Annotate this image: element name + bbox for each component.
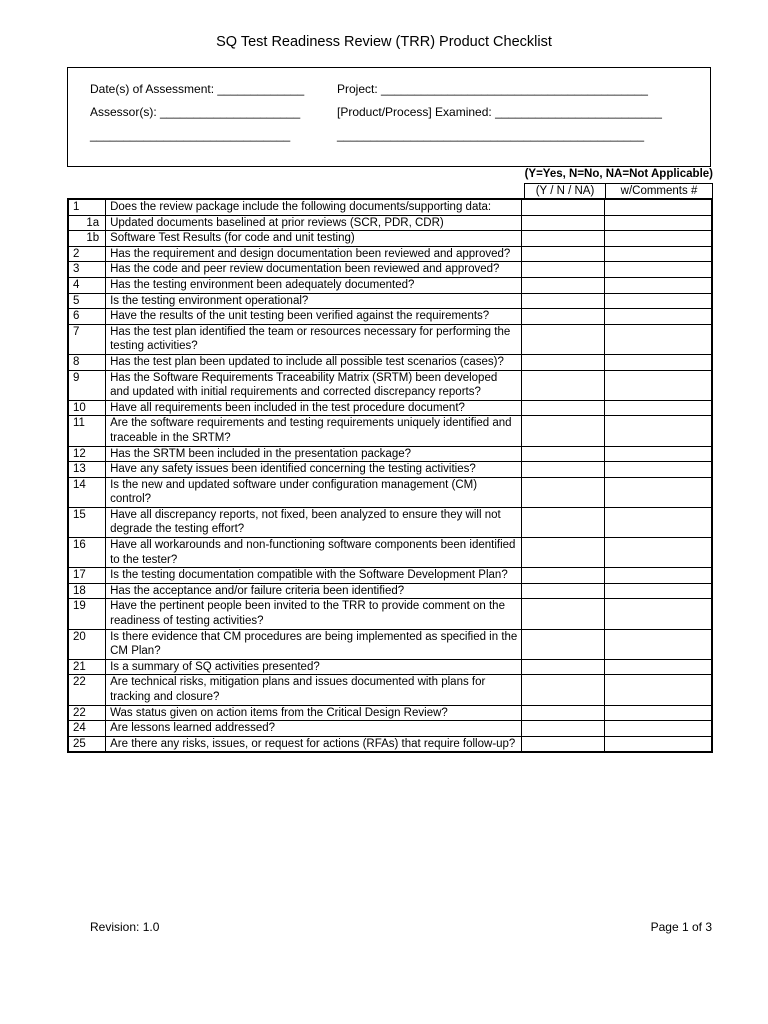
row-number: 19 (68, 599, 106, 629)
table-row (68, 324, 712, 354)
row-question: Have the results of the unit testing been verified against the requirements? (106, 309, 522, 325)
row-question: Are lessons learned addressed? (106, 721, 522, 737)
row-number: 18 (68, 583, 106, 599)
table-row (68, 215, 712, 231)
comments-cell[interactable] (604, 462, 712, 478)
yn-answer-cell[interactable] (522, 309, 604, 325)
comments-cell[interactable] (604, 309, 712, 325)
row-number: 21 (68, 659, 106, 675)
yn-answer-cell[interactable] (522, 705, 604, 721)
table-row (68, 629, 712, 659)
row-number: 1 (68, 199, 106, 215)
table-row (68, 675, 712, 705)
row-question: Are technical risks, mitigation plans and issues documented with plans for tracking and closure? (106, 675, 522, 705)
table-row (68, 721, 712, 737)
comments-cell[interactable] (604, 659, 712, 675)
row-question: Has the Software Requirements Traceability Matrix (SRTM) been developed and updated with initial requirements and corrected discrepancy reports? (106, 370, 522, 400)
yn-answer-cell[interactable] (522, 262, 604, 278)
table-row (68, 599, 712, 629)
yn-answer-cell[interactable] (522, 231, 604, 247)
table-row (68, 309, 712, 325)
comments-cell[interactable] (604, 262, 712, 278)
row-question: Is the new and updated software under configuration management (CM) control? (106, 477, 522, 507)
table-row (68, 262, 712, 278)
row-question: Is the testing documentation compatible with the Software Development Plan? (106, 568, 522, 584)
row-number: 22 (68, 675, 106, 705)
project-field[interactable]: Project: ________________________________________ (337, 82, 648, 96)
answer-legend: (Y=Yes, N=No, NA=Not Applicable) (524, 168, 713, 180)
table-row (68, 354, 712, 370)
row-number: 25 (68, 736, 106, 752)
assessment-info-box (67, 67, 711, 167)
row-number: 8 (68, 354, 106, 370)
yn-answer-cell[interactable] (522, 629, 604, 659)
yn-answer-cell[interactable] (522, 599, 604, 629)
comments-cell[interactable] (604, 721, 712, 737)
table-row (68, 400, 712, 416)
row-question: Are the software requirements and testing requirements uniquely identified and traceable in the SRTM? (106, 416, 522, 446)
row-number: 24 (68, 721, 106, 737)
table-row (68, 705, 712, 721)
yn-answer-cell[interactable] (522, 400, 604, 416)
table-row (68, 477, 712, 507)
table-row (68, 246, 712, 262)
yn-answer-cell[interactable] (522, 199, 604, 215)
yn-answer-cell[interactable] (522, 354, 604, 370)
table-row (68, 231, 712, 247)
yn-answer-cell[interactable] (522, 507, 604, 537)
comments-cell[interactable] (604, 354, 712, 370)
row-number: 5 (68, 293, 106, 309)
row-question: Has the requirement and design documentation been reviewed and approved? (106, 246, 522, 262)
row-number: 10 (68, 400, 106, 416)
row-number: 15 (68, 507, 106, 537)
row-question: Are there any risks, issues, or request for actions (RFAs) that require follow-up? (106, 736, 522, 752)
comments-column-header: w/Comments # (605, 183, 713, 199)
comments-cell[interactable] (604, 370, 712, 400)
row-question: Have any safety issues been identified concerning the testing activities? (106, 462, 522, 478)
yn-answer-cell[interactable] (522, 659, 604, 675)
row-number: 20 (68, 629, 106, 659)
row-number: 2 (68, 246, 106, 262)
row-number: 12 (68, 446, 106, 462)
table-row (68, 277, 712, 293)
comments-cell[interactable] (604, 629, 712, 659)
row-question: Was status given on action items from the Critical Design Review? (106, 705, 522, 721)
yn-answer-cell[interactable] (522, 215, 604, 231)
row-number: 22 (68, 705, 106, 721)
blank-line-left[interactable]: ______________________________ (90, 128, 291, 142)
yn-answer-cell[interactable] (522, 324, 604, 354)
row-number: 4 (68, 277, 106, 293)
table-row (68, 416, 712, 446)
comments-cell[interactable] (604, 675, 712, 705)
yn-answer-cell[interactable] (522, 246, 604, 262)
page-number: Page 1 of 3 (650, 920, 712, 934)
table-row (68, 293, 712, 309)
comments-cell[interactable] (604, 231, 712, 247)
row-question: Is the testing environment operational? (106, 293, 522, 309)
row-number: 7 (68, 324, 106, 354)
table-row (68, 659, 712, 675)
revision-label: Revision: 1.0 (90, 920, 160, 934)
comments-cell[interactable] (604, 324, 712, 354)
row-number: 14 (68, 477, 106, 507)
row-number: 1b (68, 231, 106, 247)
table-row (68, 538, 712, 568)
checklist-table (67, 198, 713, 753)
yn-answer-cell[interactable] (522, 736, 604, 752)
comments-cell[interactable] (604, 736, 712, 752)
row-number: 16 (68, 538, 106, 568)
row-number: 17 (68, 568, 106, 584)
yn-answer-cell[interactable] (522, 446, 604, 462)
comments-cell[interactable] (604, 215, 712, 231)
row-question: Has the acceptance and/or failure criteria been identified? (106, 583, 522, 599)
row-number: 6 (68, 309, 106, 325)
row-question: Is there evidence that CM procedures are being implemented as specified in the CM Plan? (106, 629, 522, 659)
row-question: Has the code and peer review documentation been reviewed and approved? (106, 262, 522, 278)
page-title: SQ Test Readiness Review (TRR) Product Checklist (216, 34, 552, 50)
row-question: Has the test plan identified the team or resources necessary for performing the testing activities? (106, 324, 522, 354)
table-row (68, 199, 712, 215)
table-row (68, 507, 712, 537)
row-question: Software Test Results (for code and unit testing) (106, 231, 522, 247)
comments-cell[interactable] (604, 246, 712, 262)
examined-field[interactable]: [Product/Process] Examined: _________________________ (337, 105, 662, 119)
table-row (68, 462, 712, 478)
row-question: Have all requirements been included in the test procedure document? (106, 400, 522, 416)
comments-cell[interactable] (604, 538, 712, 568)
comments-cell[interactable] (604, 568, 712, 584)
row-question: Updated documents baselined at prior reviews (SCR, PDR, CDR) (106, 215, 522, 231)
comments-cell[interactable] (604, 599, 712, 629)
comments-cell[interactable] (604, 477, 712, 507)
yn-answer-cell[interactable] (522, 721, 604, 737)
table-row (68, 583, 712, 599)
yn-answer-cell[interactable] (522, 416, 604, 446)
row-question: Has the test plan been updated to include all possible test scenarios (cases)? (106, 354, 522, 370)
row-question: Is a summary of SQ activities presented? (106, 659, 522, 675)
table-row (68, 370, 712, 400)
date-field[interactable]: Date(s) of Assessment: _____________ (90, 82, 305, 96)
yn-column-header: (Y / N / NA) (524, 183, 606, 199)
row-number: 3 (68, 262, 106, 278)
row-number: 11 (68, 416, 106, 446)
row-question: Has the SRTM been included in the presentation package? (106, 446, 522, 462)
row-question: Does the review package include the following documents/supporting data: (106, 199, 522, 215)
comments-cell[interactable] (604, 446, 712, 462)
row-question: Have the pertinent people been invited to the TRR to provide comment on the readiness of testing activities? (106, 599, 522, 629)
yn-answer-cell[interactable] (522, 462, 604, 478)
row-question: Have all workarounds and non-functioning software components been identified to the tester? (106, 538, 522, 568)
table-row (68, 446, 712, 462)
row-number: 13 (68, 462, 106, 478)
yn-answer-cell[interactable] (522, 277, 604, 293)
table-row (68, 568, 712, 584)
comments-cell[interactable] (604, 293, 712, 309)
blank-line-right[interactable]: ______________________________________________ (337, 128, 644, 142)
comments-cell[interactable] (604, 199, 712, 215)
yn-answer-cell[interactable] (522, 583, 604, 599)
yn-answer-cell[interactable] (522, 675, 604, 705)
comments-cell[interactable] (604, 277, 712, 293)
yn-answer-cell[interactable] (522, 477, 604, 507)
row-question: Have all discrepancy reports, not fixed, been analyzed to ensure they will not degrade the testing effort? (106, 507, 522, 537)
assessor-field[interactable]: Assessor(s): _____________________ (90, 105, 301, 119)
comments-cell[interactable] (604, 400, 712, 416)
row-number: 1a (68, 215, 106, 231)
table-row (68, 736, 712, 752)
comments-cell[interactable] (604, 507, 712, 537)
comments-cell[interactable] (604, 705, 712, 721)
yn-answer-cell[interactable] (522, 293, 604, 309)
row-number: 9 (68, 370, 106, 400)
row-question: Has the testing environment been adequately documented? (106, 277, 522, 293)
comments-cell[interactable] (604, 416, 712, 446)
comments-cell[interactable] (604, 583, 712, 599)
yn-answer-cell[interactable] (522, 568, 604, 584)
yn-answer-cell[interactable] (522, 538, 604, 568)
yn-answer-cell[interactable] (522, 370, 604, 400)
